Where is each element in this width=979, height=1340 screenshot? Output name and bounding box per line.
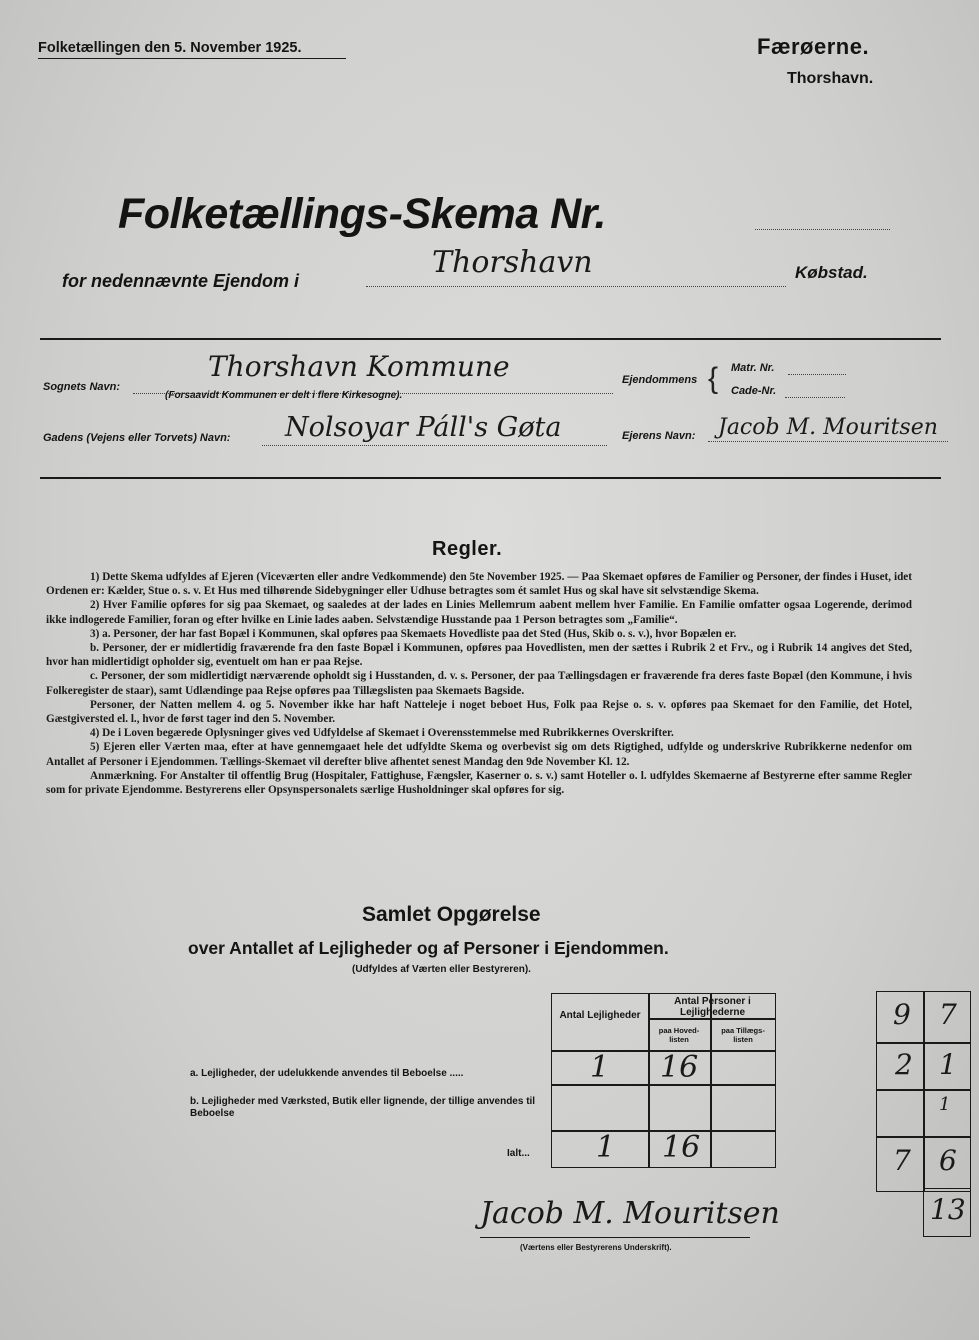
ialt-hoved-value: 16 <box>662 1130 701 1165</box>
row-a-antal-value: 1 <box>590 1050 610 1085</box>
tally-box <box>876 991 971 1192</box>
col-antal-header: Antal Lejligheder <box>559 1010 641 1021</box>
section-divider-top <box>40 338 941 340</box>
matr-nr-label: Matr. Nr. <box>731 362 775 374</box>
header-underline <box>38 58 346 59</box>
town-handwritten-value: Thorshavn <box>432 245 593 280</box>
table-divider <box>648 994 650 1167</box>
property-label: Ejendommens <box>622 374 698 386</box>
ialt-antal-value: 1 <box>596 1130 616 1165</box>
owner-name-value: Jacob M. Mouritsen <box>718 415 938 440</box>
city-title: Thorshavn. <box>787 70 874 87</box>
tally-r4c1: 7 <box>893 1144 911 1177</box>
owner-name-label: Ejerens Navn: <box>622 430 696 442</box>
owner-signature: Jacob M. Mouritsen <box>480 1196 780 1231</box>
summary-subtitle: over Antallet af Lejligheder og af Personer i Ejendommen. <box>188 938 669 958</box>
street-name-field[interactable] <box>262 445 607 446</box>
tally-divider <box>923 992 925 1191</box>
rule-paragraph: c. Personer, der som midlertidigt nærværende opholdt sig i Husstanden, d. v. s. Personer, der paa Tællingsdagen er fraværende fra deres faste Bopæl (den Kommune, i hvis Folkeregister de staar), samt Udlændinge paa Rejse opføres paa Tillægslisten paa Skemaets Bagside. <box>46 670 912 697</box>
row-a-hoved-value: 16 <box>660 1050 699 1085</box>
kobstad-label: Købstad. <box>795 263 868 282</box>
matr-nr-field[interactable] <box>788 374 846 375</box>
tally-total: 13 <box>930 1193 966 1226</box>
col-hoved-header: paa Hoved-listen <box>658 1026 700 1044</box>
street-name-label: Gadens (Vejens eller Torvets) Navn: <box>43 432 231 444</box>
tally-divider <box>877 1042 970 1044</box>
row-ialt-label: Ialt... <box>507 1148 530 1159</box>
row-b-label: b. Lejligheder med Værksted, Butik eller lignende, der tillige anvendes til Beboelse <box>190 1096 536 1119</box>
tally-r2c1: 2 <box>895 1048 913 1081</box>
rule-paragraph: 1) Dette Skema udfyldes af Ejeren (Viceværten eller andre Vedkommende) den 5te November 1925. — Paa Skemaet opføres de Familier og Personer, der findes i Huset, idet Ordenen er: Kælder, Stue o. s. v. Et Hus med tilhørende Sidebygninger eller Udhuse betragtes som ét samlet Hus og skal have sit selvstændige Skema. <box>46 571 912 598</box>
census-date-header: Folketællingen den 5. November 1925. <box>38 40 302 56</box>
rule-paragraph: Personer, der Natten mellem 4. og 5. November ikke har haft Natteleje i noget beboet Hus, Folk paa Rejse o. s. v. opføres paa Skemaet for den Familie, det Hotel, Gæstgiversted el. l., hvor de først tager ind den 5. November. <box>46 698 912 726</box>
form-title: Folketællings-Skema Nr. <box>118 190 606 238</box>
tally-r1c1: 9 <box>893 998 911 1031</box>
rule-paragraph: b. Personer, der er midlertidig fraværende fra den faste Bopæl i Kommunen, opføres paa Hovedlisten, men der sættes i Rubrik 2 et Frv., og i Rubrik 14 angives det Sted, hvor han midlertidigt opholder sig, eventuelt om han er paa Rejse. <box>46 642 912 669</box>
tally-r2c2: 1 <box>939 1048 957 1081</box>
row-a-label: a. Lejligheder, der udelukkende anvendes til Beboelse ..... <box>190 1068 464 1079</box>
region-title: Færøerne. <box>757 34 870 59</box>
rules-body <box>46 570 912 797</box>
tally-r1c2: 7 <box>939 998 957 1031</box>
table-divider <box>648 1018 775 1020</box>
tally-r3c2: 1 <box>939 1094 951 1115</box>
rule-paragraph: 3) a. Personer, der har fast Bopæl i Kommunen, skal opføres paa Skemaets Hovedliste paa det Sted (Hus, Skib o. s. v.), hvor Bopælen er. <box>90 627 737 640</box>
rule-paragraph: Anmærkning. For Anstalter til offentlig Brug (Hospitaler, Fattighuse, Fængsler, Kaserner o. s. v.) samt Hoteller o. l. udfyldes Skemaerne af Bestyrerne efter samme Regler som for private Ejendomme. Bestyrerens eller Opsynspersonalets særlige Husholdninger skal opføres for sig. <box>46 769 912 797</box>
cade-nr-field[interactable] <box>785 397 845 398</box>
rule-paragraph: 5) Ejeren eller Værten maa, efter at have gennemgaaet hele det udfyldte Skema og overbevist sig om dets Rigtighed, udfylde og underskrive Rubrikkerne nedenfor om Antallet af Personer i Ejendommen. Tællings-Skemaet vil derefter blive afhentet senest Mandag den 9de November Kl. 12. <box>46 741 912 768</box>
parish-name-value: Thorshavn Kommune <box>208 350 510 383</box>
street-name-value: Nolsoyar Páll's Gøta <box>285 412 562 443</box>
rule-paragraph: 4) De i Loven begærede Oplysninger gives ved Udfyldelse af Skemaet i Overensstemmelse med Rubrikkernes Overskrifter. <box>90 727 674 740</box>
parish-name-label: Sognets Navn: <box>43 381 121 393</box>
col-tillaeg-header: paa Tillægs-listen <box>721 1026 765 1044</box>
table-divider <box>710 994 712 1167</box>
rules-heading: Regler. <box>432 538 503 560</box>
owner-name-field[interactable] <box>708 441 948 442</box>
brace-icon: { <box>708 362 719 395</box>
tally-r4c2: 6 <box>939 1144 957 1177</box>
tally-divider <box>877 1136 970 1138</box>
property-location-label: for nedennævnte Ejendom i <box>62 271 300 291</box>
town-field-line[interactable] <box>366 286 786 287</box>
tally-divider <box>877 1089 970 1091</box>
col-personer-header: Antal Personer i Lejlighederne <box>674 996 751 1018</box>
summary-title: Samlet Opgørelse <box>362 903 541 926</box>
signature-line[interactable] <box>480 1237 750 1238</box>
signature-caption: (Værtens eller Bestyrerens Underskrift). <box>520 1243 672 1252</box>
summary-note: (Udfyldes af Værten eller Bestyreren). <box>352 964 531 975</box>
section-divider-bottom <box>40 477 941 479</box>
cade-nr-label: Cade-Nr. <box>731 385 777 397</box>
tally-total-box <box>923 1188 971 1237</box>
form-number-field[interactable] <box>755 229 890 230</box>
rule-paragraph: 2) Hver Familie opføres for sig paa Skemaet, og saaledes at der lades en Linies Mellemrum aabent mellem hver Familie. En Familie omfatter ogsaa Logerende, derimod ikke indlogerede Familier, foran og efter hvilke en Linie lades aaben. Selvstændige Husstande paa 1 Person betragtes som „Familie“. <box>46 599 912 626</box>
summary-table <box>551 993 776 1168</box>
parish-note: (Forsaavidt Kommunen er delt i flere Kirkesogne). <box>165 390 403 401</box>
